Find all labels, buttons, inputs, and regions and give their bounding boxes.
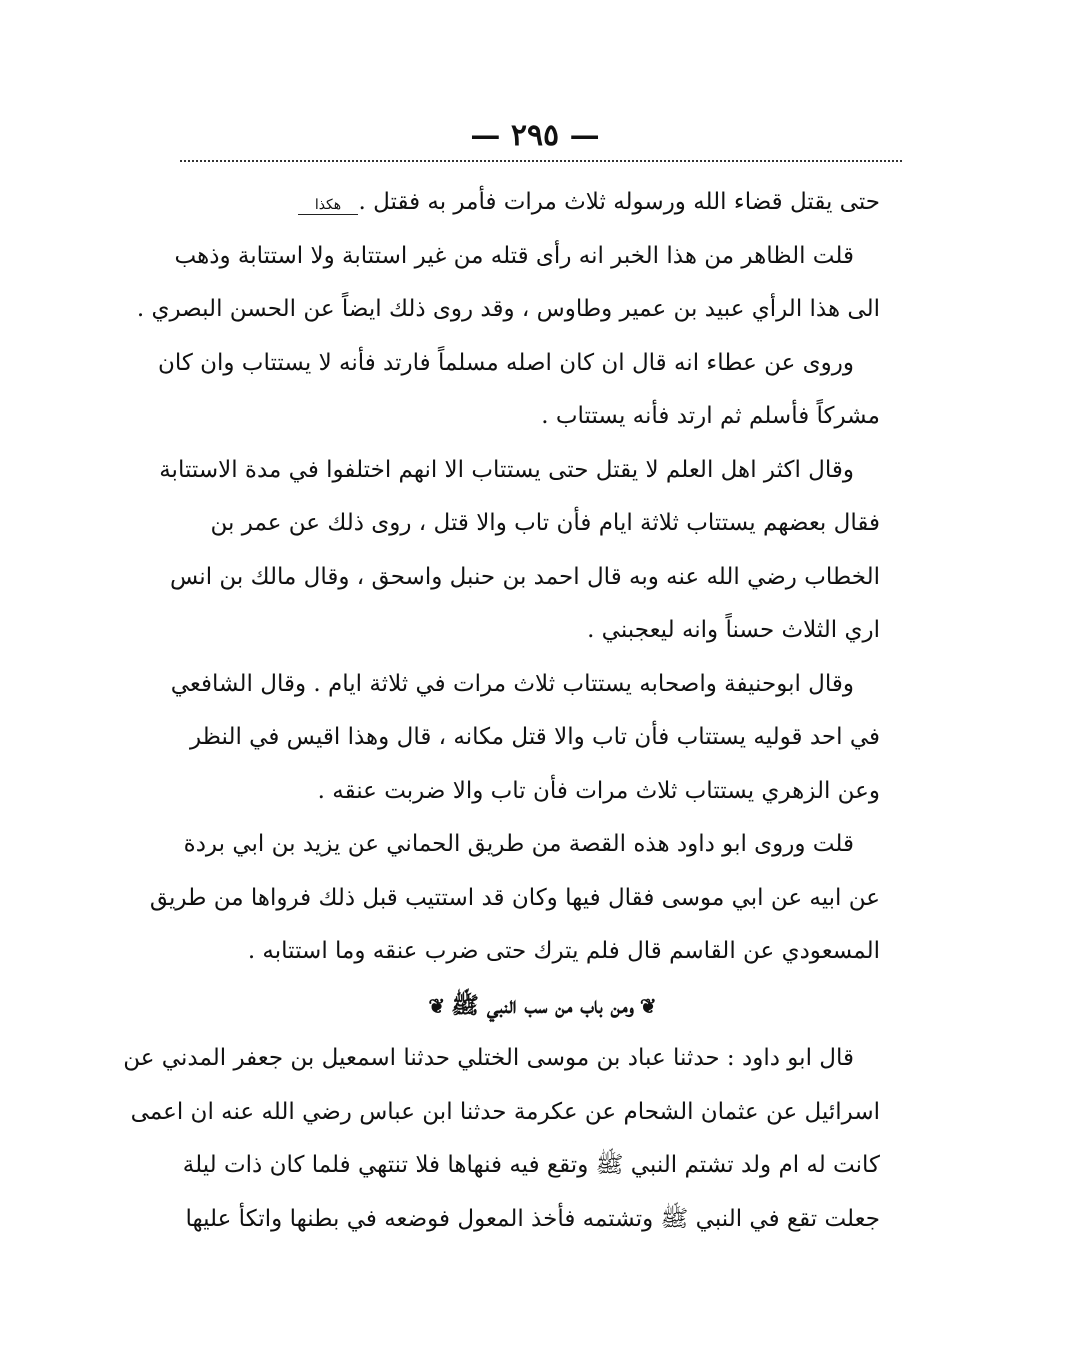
ornament-icon: ❦ (639, 993, 657, 1018)
section-heading (205, 979, 880, 1033)
text-line: في احد قوليه يستتاب فأن تاب والا قتل مكانه ، قال وهذا اقيس في النظر (189, 724, 880, 750)
text-line: المسعودي عن القاسم قال فلم يترك حتى ضرب عنقه وما استتابه . (247, 938, 880, 964)
text-line: وعن الزهري يستتاب ثلاث مرات فأن تاب والا ضربت عنقه . (317, 777, 880, 804)
marginal-note: هكذا (298, 196, 358, 215)
text-line: قلت الظاهر من هذا الخبر انه رأى قتله من غير استتابة ولا استتابة وذهب (174, 242, 854, 269)
text-line: اري الثلاث حسناً وانه ليعجبني . (587, 617, 880, 643)
body-text (123, 176, 880, 1246)
text-line: الخطاب رضي الله عنه وبه قال احمد بن حنبل واسحق ، وقال مالك بن انس (169, 563, 880, 590)
text-line: وقال ابوحنيفة واصحابه يستتاب ثلاث مرات في ثلاثة ايام . وقال الشافعي (170, 670, 854, 697)
text-line: الى هذا الرأي عبيد بن عمير وطاوس ، وقد روى ذلك ايضاً عن الحسن البصري . (136, 296, 880, 322)
text-line: قال ابو داود : حدثنا عباد بن موسى الختلي حدثنا اسمعيل بن جعفر المدني عن (123, 1045, 854, 1071)
text-line: اسرائيل عن عثمان الشحام عن عكرمة حدثنا ابن عباس رضي الله عنه ان اعمى (130, 1098, 880, 1125)
header-divider (180, 160, 902, 162)
section-heading-text: ومن باب من سب النبي ﷺ (451, 991, 634, 1019)
page-number: — ٢٩٥ — (470, 118, 600, 153)
text-line: حتى يقتل قضاء الله ورسوله ثلاث مرات فأمر به فقتل . (358, 189, 880, 215)
text-line: جعلت تقع في النبي ﷺ وتشتمه فأخذ المعول فوضعه في بطنها واتكأ عليها (185, 1205, 880, 1232)
text-line: وروى عن عطاء انه قال ان كان اصله مسلماً فارتد فأنه لا يستتاب وان كان (157, 349, 854, 376)
ornament-icon: ❦ (428, 993, 446, 1018)
text-line: كانت له ام ولد تشتم النبي ﷺ وتقع فيه فنهاها فلا تنتهي فلما كان ذات ليلة (182, 1152, 880, 1178)
text-line: فقال بعضهم يستتاب ثلاثة ايام فأن تاب والا قتل ، روى ذلك عن عمر بن (210, 510, 880, 536)
text-line: عن ابيه عن ابي موسى فقال فيها وكان قد استتيب قبل ذلك فرواها من طريق (149, 884, 880, 911)
text-line: وقال اكثر اهل العلم لا يقتل حتى يستتاب الا انهم اختلفوا في مدة الاستتابة (159, 456, 854, 483)
text-line: قلت وروى ابو داود هذه القصة من طريق الحماني عن يزيد بن ابي بردة (183, 831, 854, 857)
text-line: مشركاً فأسلم ثم ارتد فأنه يستتاب . (541, 403, 880, 429)
